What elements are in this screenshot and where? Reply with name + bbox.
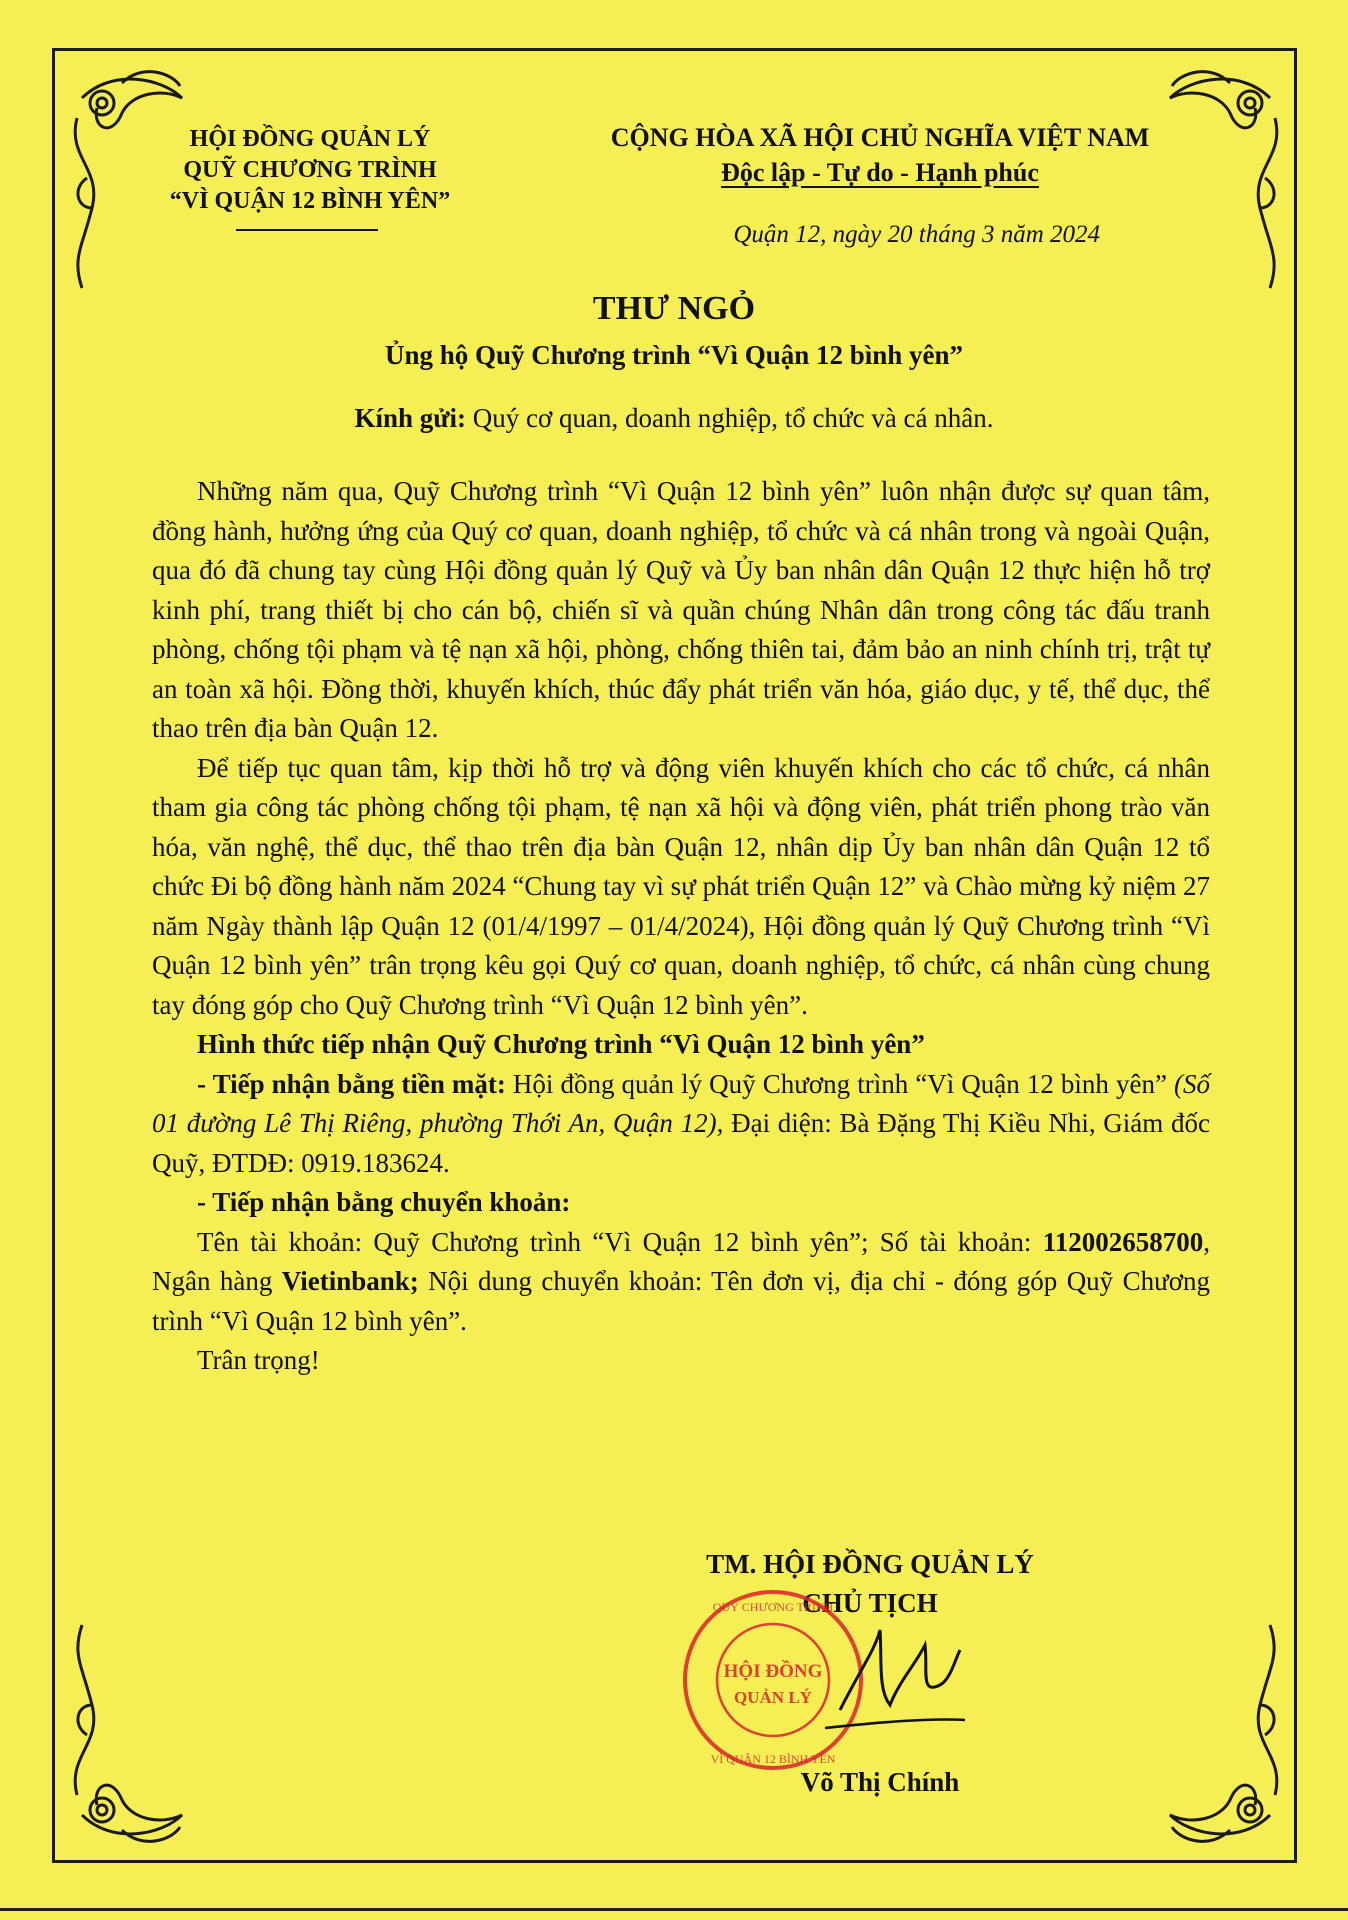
paragraph-1: Những năm qua, Quỹ Chương trình “Vì Quận 12 bình yên” luôn nhận được sự quan tâm, đồng hành, hưởng ứng của Quý cơ quan, doanh nghiệp, tổ chức và cá nhân trong và ngoài Quận, qua đó đã chung tay cùng Hội đồng quản lý Quỹ và Ủy ban nhân dân Quận 12 thực hiện hỗ trợ kinh phí, trang thiết bị cho cán bộ, chiến sĩ và quần chúng Nhân dân trong công tác đấu tranh phòng, chống tội phạm và tệ nạn xã hội, phòng, chống thiên tai, đảm bảo an ninh chính trị, trật tự an toàn xã hội. Đồng thời, khuyến khích, thúc đẩy phát triển văn hóa, giáo dục, y tế, thể dục, thể thao trên địa bàn Quận 12. (152, 476, 1210, 743)
handwritten-signature-icon (820, 1610, 970, 1750)
account-number: 112002658700 (1042, 1226, 1204, 1257)
greeting-text: Quý cơ quan, doanh nghiệp, tổ chức và cá nhân. (465, 403, 994, 433)
org-underline (236, 229, 378, 231)
svg-text:QUỸ CHƯƠNG TRÌNH: QUỸ CHƯƠNG TRÌNH (712, 1600, 834, 1614)
transfer-text-3: Nội dung chuyển khoản: Tên đơn vị, địa chỉ - đóng góp Quỹ Chương trình “Vì Quận 12 bình yên”. (152, 1266, 1210, 1336)
letter-body (152, 472, 1210, 1381)
ornament-top-right-icon (1160, 58, 1290, 298)
nation-name: CỘNG HÒA XÃ HỘI CHỦ NGHĨA VIỆT NAM (610, 123, 1150, 152)
closing: Trân trọng! (197, 1345, 320, 1375)
greeting-label: Kính gửi: (354, 403, 466, 433)
svg-text:QUẢN LÝ: QUẢN LÝ (734, 1688, 812, 1707)
cash-address: (Số 01 đường Lê Thị Riêng, phường Thới An, Quận 12), (152, 1068, 1210, 1138)
cash-method (152, 1065, 1210, 1184)
org-line-2: QUỸ CHƯƠNG TRÌNH (183, 157, 437, 183)
bank-name: Vietinbank; (281, 1266, 419, 1296)
cash-text-2: Đại diện: Bà Đặng Thị Kiều Nhi, Giám đốc Quỹ, ĐTDĐ: 0919.183624. (152, 1108, 1210, 1178)
letter-subtitle: Ủng hộ Quỹ Chương trình “Vì Quận 12 bình yên” (384, 340, 964, 370)
svg-text:VÌ QUẬN 12 BÌNH YÊN: VÌ QUẬN 12 BÌNH YÊN (710, 1752, 836, 1766)
scan-edge-line (0, 1908, 1348, 1911)
transfer-label: - Tiếp nhận bằng chuyển khoản: (197, 1187, 571, 1217)
greeting (0, 403, 1348, 434)
contribution-methods-heading: Hình thức tiếp nhận Quỹ Chương trình “Vì Quận 12 bình yên” (197, 1029, 925, 1059)
signature-title: TM. HỘI ĐỒNG QUẢN LÝ (706, 1549, 1034, 1579)
signature-role: CHỦ TỊCH (802, 1588, 938, 1618)
paragraph-2: Để tiếp tục quan tâm, kịp thời hỗ trợ và động viên khuyến khích cho các tổ chức, cá nhân tham gia công tác phòng chống tội phạm, tệ nạn xã hội và động viên, phát triển phong trào văn hóa, văn nghệ, thể dục, thể thao trên địa bàn Quận 12, nhân dịp Ủy ban nhân dân Quận 12 tổ chức Đi bộ đồng hành năm 2024 “Chung tay vì sự phát triển Quận 12” và Chào mừng kỷ niệm 27 năm Ngày thành lập Quận 12 (01/4/1997 – 01/4/2024), Hội đồng quản lý Quỹ Chương trình “Vì Quận 12 bình yên” trân trọng kêu gọi Quý cơ quan, doanh nghiệp, tổ chức, cá nhân cùng chung tay đóng góp cho Quỹ Chương trình “Vì Quận 12 bình yên”. (152, 752, 1210, 1020)
svg-text:HỘI ĐỒNG: HỘI ĐỒNG (723, 1661, 823, 1682)
transfer-method (152, 1223, 1210, 1342)
letter-date: Quận 12, ngày 20 tháng 3 năm 2024 (733, 221, 1100, 248)
cash-label: - Tiếp nhận bằng tiền mặt: (197, 1068, 506, 1099)
org-line-1: HỘI ĐỒNG QUẢN LÝ (189, 126, 431, 152)
transfer-text-2: , Ngân hàng (152, 1226, 1210, 1296)
transfer-text-1: Tên tài khoản: Quỹ Chương trình “Vì Quận 12 bình yên”; Số tài khoản: (197, 1226, 1043, 1257)
letter-title: THƯ NGỎ (592, 290, 756, 327)
org-line-3: “VÌ QUẬN 12 BÌNH YÊN” (169, 188, 451, 214)
cash-text-1: Hội đồng quản lý Quỹ Chương trình “Vì Quận 12 bình yên” (505, 1068, 1174, 1099)
ornament-bottom-right-icon (1160, 1615, 1290, 1855)
signer-name: Võ Thị Chính (800, 1767, 960, 1797)
national-motto: Độc lập - Tự do - Hạnh phúc (721, 158, 1039, 187)
ornament-bottom-left-icon (62, 1615, 192, 1855)
national-header (585, 120, 1175, 190)
issuing-organization (130, 124, 490, 217)
